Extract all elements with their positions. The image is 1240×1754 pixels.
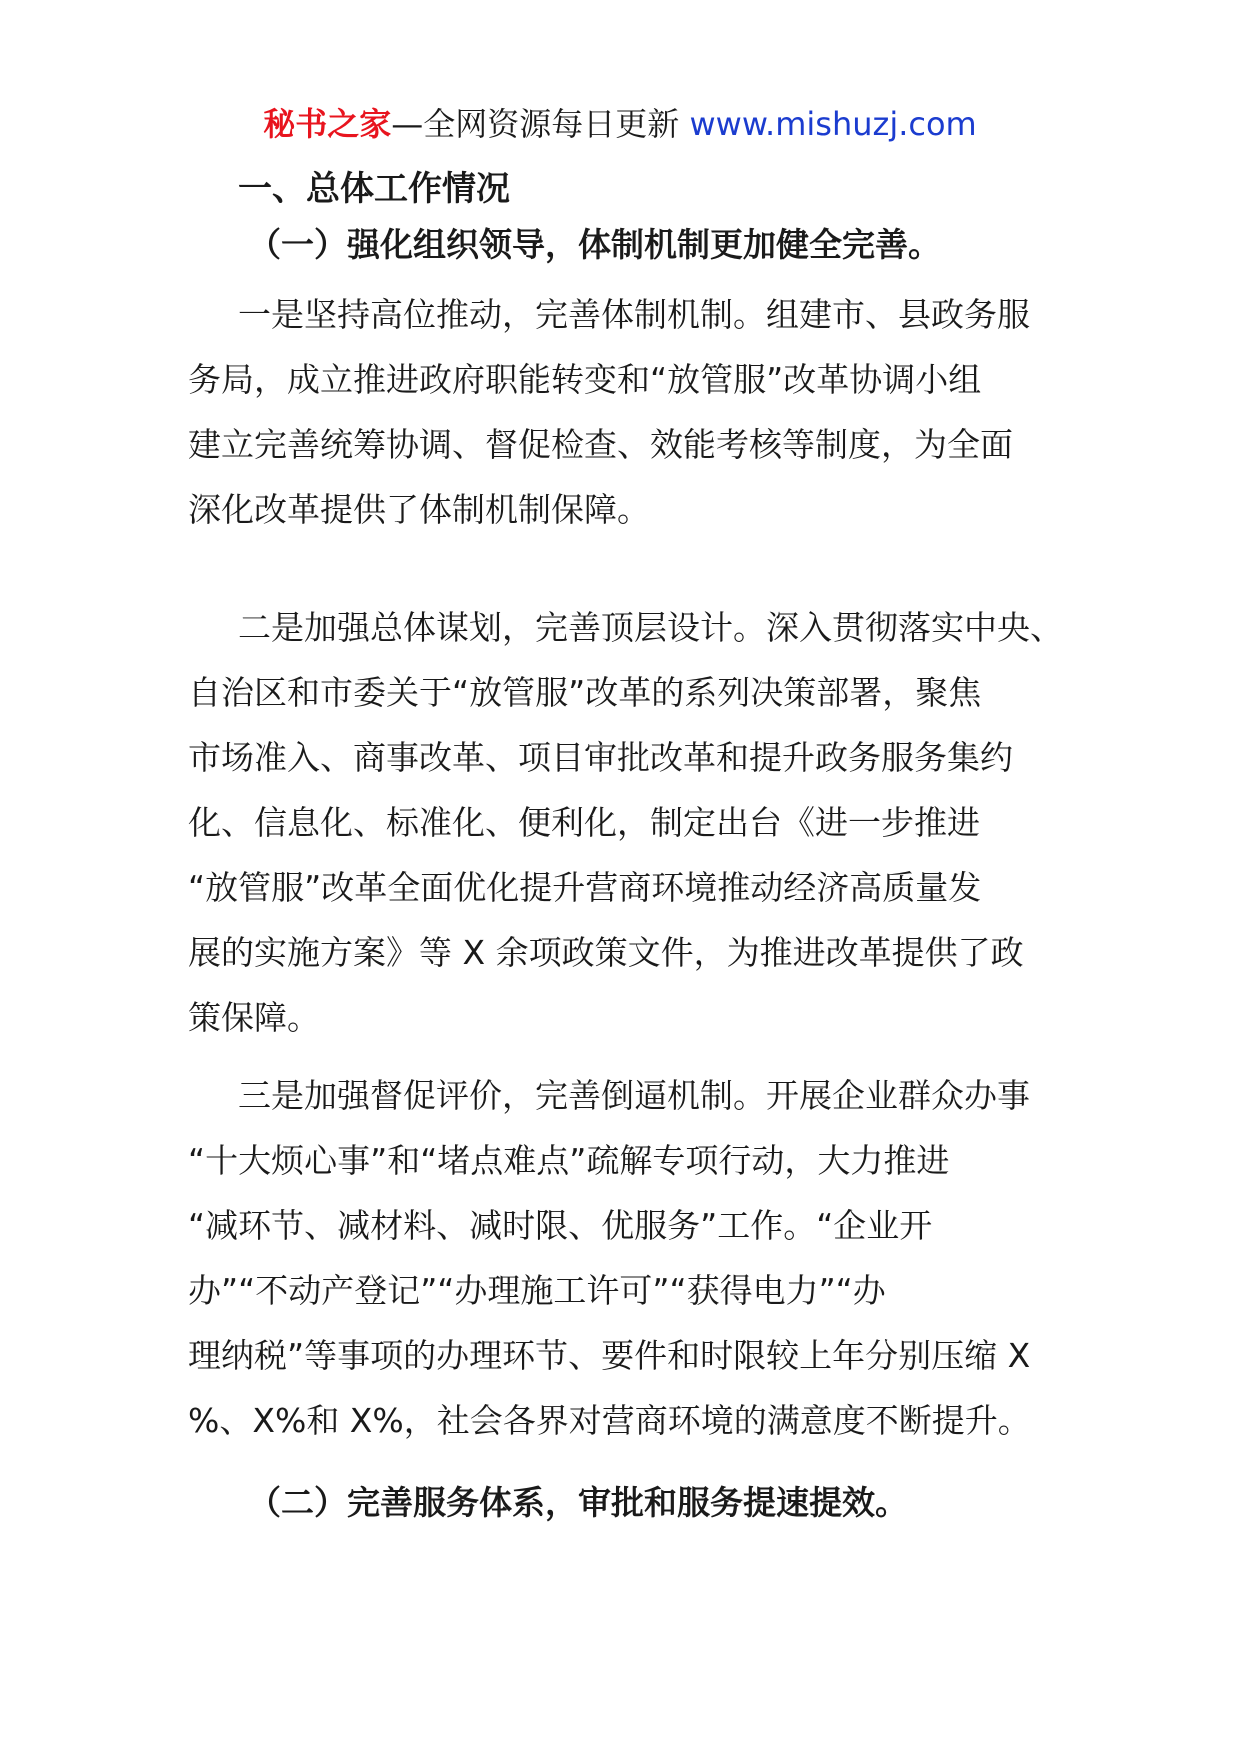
paragraph-line: 展的实施方案》等 X 余项政策文件，为推进改革提供了政 (188, 933, 1024, 972)
paragraph-line: 自治区和市委关于“放管服”改革的系列决策部署，聚焦 (188, 673, 982, 712)
paragraph-line: “放管服”改革全面优化提升营商环境推动经济高质量发 (188, 868, 982, 907)
paragraph-line: 理纳税”等事项的办理环节、要件和时限较上年分别压缩 X (188, 1336, 1031, 1375)
paragraph-line: “十大烦心事”和“堵点难点”疏解专项行动，大力推进 (188, 1141, 950, 1180)
paragraph-line: 市场准入、商事改革、项目审批改革和提升政务服务集约 (188, 738, 1013, 777)
paragraph-line: 建立完善统筹协调、督促检查、效能考核等制度，为全面 (188, 425, 1013, 464)
paragraph-line: “减环节、减材料、减时限、优服务”工作。“企业开 (188, 1206, 933, 1245)
paragraph-line: 一是坚持高位推动，完善体制机制。组建市、县政务服 (238, 295, 1030, 334)
paragraph-line: 办”“不动产登记”“办理施工许可”“获得电力”“办 (188, 1271, 886, 1310)
paragraph-line: 策保障。 (188, 998, 320, 1037)
subsection-heading-1: （一）强化组织领导，体制机制更加健全完善。 (248, 225, 941, 264)
site-url-link[interactable]: www.mishuzj.com (689, 105, 977, 143)
paragraph-line: %、X%和 X%，社会各界对营商环境的满意度不断提升。 (188, 1401, 1031, 1440)
paragraph-1 (188, 282, 1068, 542)
subsection-heading-2: （二）完善服务体系，审批和服务提速提效。 (248, 1483, 908, 1522)
brand-name: 秘书之家 (263, 105, 392, 143)
section-heading: 一、总体工作情况 (238, 169, 510, 209)
site-header (0, 100, 1240, 148)
header-slogan: —全网资源每日更新 (391, 105, 690, 143)
paragraph-3 (188, 1063, 1068, 1453)
paragraph-line: 二是加强总体谋划，完善顶层设计。深入贯彻落实中央、 (238, 608, 1063, 647)
paragraph-line: 务局，成立推进政府职能转变和“放管服”改革协调小组 (188, 360, 982, 399)
paragraph-line: 化、信息化、标准化、便利化，制定出台《进一步推进 (188, 803, 980, 842)
paragraph-line: 深化改革提供了体制机制保障。 (188, 490, 650, 529)
paragraph-line: 三是加强督促评价，完善倒逼机制。开展企业群众办事 (238, 1076, 1030, 1115)
paragraph-2 (188, 595, 1068, 1050)
